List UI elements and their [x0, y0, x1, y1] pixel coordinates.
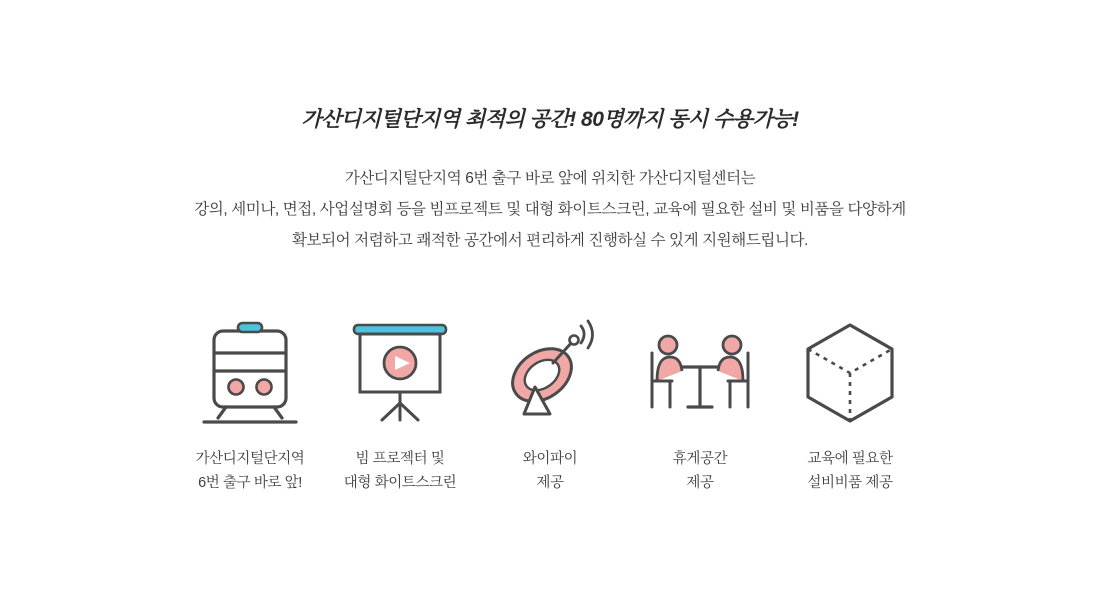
- feature-caption: [523, 448, 577, 496]
- feature-caption-line-2: 제공: [536, 475, 564, 492]
- feature-caption-line-1: 휴게공간: [672, 451, 728, 468]
- lounge-table-people-icon: [642, 314, 758, 434]
- feature-caption: [673, 448, 727, 496]
- feature-item-subway: [175, 314, 325, 496]
- page-description: [0, 163, 1100, 256]
- page-headline: 가산디지털단지역 최적의 공간! 80명까지 동시 수용가능!: [301, 108, 799, 132]
- feature-caption: [196, 448, 305, 496]
- cube-box-icon: [798, 314, 902, 434]
- feature-item-projector: [325, 314, 475, 496]
- feature-caption-line-1: 빔 프로젝터 및: [355, 451, 445, 468]
- feature-caption-line-1: 가산디지털단지역: [195, 451, 305, 468]
- feature-caption-line-2: 6번 출구 바로 앞!: [198, 475, 302, 492]
- feature-item-equipment: [775, 314, 925, 496]
- feature-caption-line-2: 제공: [686, 475, 714, 492]
- subway-train-icon: [198, 314, 302, 434]
- feature-caption: [344, 448, 456, 496]
- projector-screen-icon: [342, 314, 458, 434]
- description-line-2: 강의, 세미나, 면접, 사업설명회 등을 빔프로젝트 및 대형 화이트스크린, 교육에 필요한 설비 및 비품을 다양하게: [194, 201, 906, 219]
- description-line-1: 가산디지털단지역 6번 출구 바로 앞에 위치한 가산디지털센터는: [344, 170, 756, 188]
- feature-caption-line-1: 와이파이: [522, 451, 578, 468]
- feature-caption-line-1: 교육에 필요한: [807, 451, 893, 468]
- feature-item-wifi: [475, 314, 625, 496]
- feature-item-lounge: [625, 314, 775, 496]
- feature-caption: [807, 448, 892, 496]
- wifi-satellite-dish-icon: [495, 314, 605, 434]
- feature-caption-line-2: 설비비품 제공: [807, 475, 893, 492]
- description-line-3: 확보되어 저렴하고 쾌적한 공간에서 편리하게 진행하실 수 있게 지원해드립니다.: [291, 232, 809, 250]
- feature-caption-line-2: 대형 화이트스크린: [343, 475, 457, 492]
- promo-page: [0, 14, 1100, 598]
- feature-list: [0, 314, 1100, 496]
